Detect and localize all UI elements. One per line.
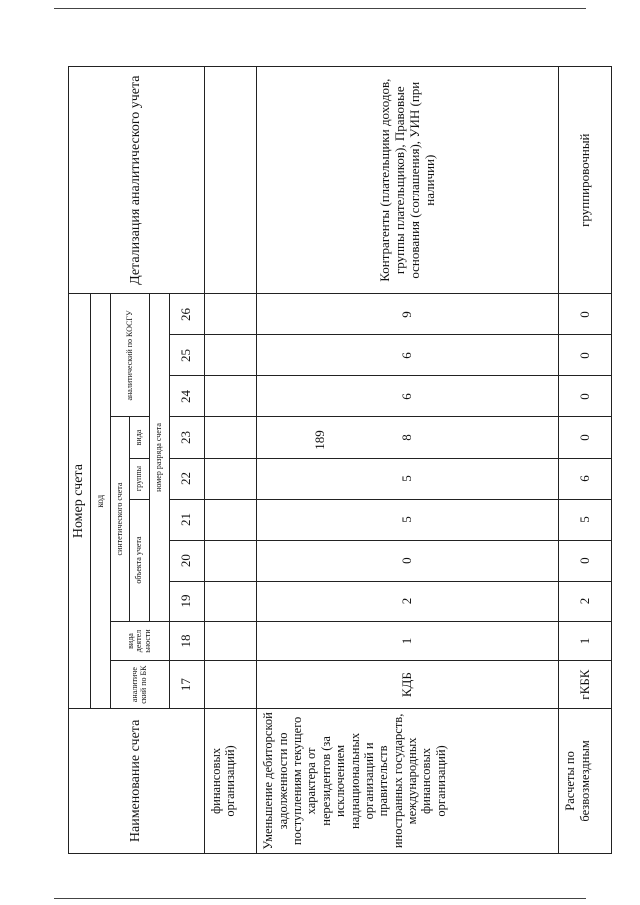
row-0-cell-26 xyxy=(204,294,257,335)
row-0-cell-17 xyxy=(204,661,257,708)
row-0-cell-19 xyxy=(204,581,257,621)
row-2-cell-25: 0 xyxy=(559,335,612,376)
header-activity-type: вида деятел ьности xyxy=(110,621,169,661)
digit-19: 19 xyxy=(169,581,204,621)
header-digit-number: номер разряда счета xyxy=(150,294,170,621)
table-row xyxy=(559,67,612,854)
digit-23: 23 xyxy=(169,417,204,458)
digit-20: 20 xyxy=(169,540,204,581)
row-0-cell-22 xyxy=(204,458,257,499)
table-row xyxy=(257,67,559,854)
row-0-cell-21 xyxy=(204,499,257,540)
rotated-table-container xyxy=(68,66,612,854)
row-0-cell-25 xyxy=(204,335,257,376)
digit-25: 25 xyxy=(169,335,204,376)
header-group: группы xyxy=(130,458,150,499)
row-1-cell-18: 1 xyxy=(257,621,559,661)
row-2-cell-17: гКБК xyxy=(559,661,612,708)
header-analytic-kosgu: аналитический по КОСГУ xyxy=(110,294,149,417)
digit-18: 18 xyxy=(169,621,204,661)
header-account-number: Номер счета xyxy=(69,294,91,708)
digit-22: 22 xyxy=(169,458,204,499)
digit-24: 24 xyxy=(169,376,204,417)
digit-21: 21 xyxy=(169,499,204,540)
row-2-cell-18: 1 xyxy=(559,621,612,661)
row-2-cell-24: 0 xyxy=(559,376,612,417)
top-edge-rule xyxy=(54,8,586,9)
row-1-cell-24: 6 xyxy=(257,376,559,417)
row-0-cell-20 xyxy=(204,540,257,581)
row-1-cell-22: 5 xyxy=(257,458,559,499)
row-0-cell-24 xyxy=(204,376,257,417)
row-1-cell-20: 0 xyxy=(257,540,559,581)
row-1-cell-25: 6 xyxy=(257,335,559,376)
header-analytic-bk: аналитиче ский по БК xyxy=(110,661,169,708)
row-2-cell-21: 5 xyxy=(559,499,612,540)
digit-26: 26 xyxy=(169,294,204,335)
row-1-name: Уменьшение дебиторской задолженности по поступлениям текущего характера от нерезидентов (за исключением наднациональных организаций и правительств иностранных государств, международных финансовых организаций) xyxy=(257,708,559,853)
header-account-name: Наименование счета xyxy=(69,708,205,853)
header-code: код xyxy=(90,294,110,708)
header-kind: вида xyxy=(130,417,150,458)
row-2-cell-19: 2 xyxy=(559,581,612,621)
row-1-cell-26: 9 xyxy=(257,294,559,335)
row-0-cell-18 xyxy=(204,621,257,661)
bottom-edge-rule xyxy=(54,898,586,899)
row-2-cell-23: 0 xyxy=(559,417,612,458)
header-detail: Детализация аналитического учета xyxy=(69,67,205,294)
row-1-detail: Контрагенты (плательщики доходов, группы плательщиков), Правовые основания (соглашения), УИН (при наличии) xyxy=(257,67,559,294)
row-2-detail: группировочный xyxy=(559,67,612,294)
account-table xyxy=(68,66,612,854)
page-number: 189 xyxy=(312,430,327,450)
table-row xyxy=(204,67,257,854)
digit-17: 17 xyxy=(169,661,204,708)
row-1-cell-19: 2 xyxy=(257,581,559,621)
row-1-cell-21: 5 xyxy=(257,499,559,540)
row-1-cell-23: 8 xyxy=(257,417,559,458)
row-0-detail xyxy=(204,67,257,294)
account-table-frame xyxy=(68,66,612,854)
row-0-cell-23 xyxy=(204,417,257,458)
header-object: объекта учета xyxy=(130,499,150,621)
row-2-cell-22: 6 xyxy=(559,458,612,499)
row-1-cell-17: КДБ xyxy=(257,661,559,708)
row-2-name: Расчеты по безвозмездным xyxy=(559,708,612,853)
row-2-cell-26: 0 xyxy=(559,294,612,335)
header-synthetic: синтетического счета xyxy=(110,417,130,621)
row-0-name: финансовых организаций) xyxy=(204,708,257,853)
row-2-cell-20: 0 xyxy=(559,540,612,581)
